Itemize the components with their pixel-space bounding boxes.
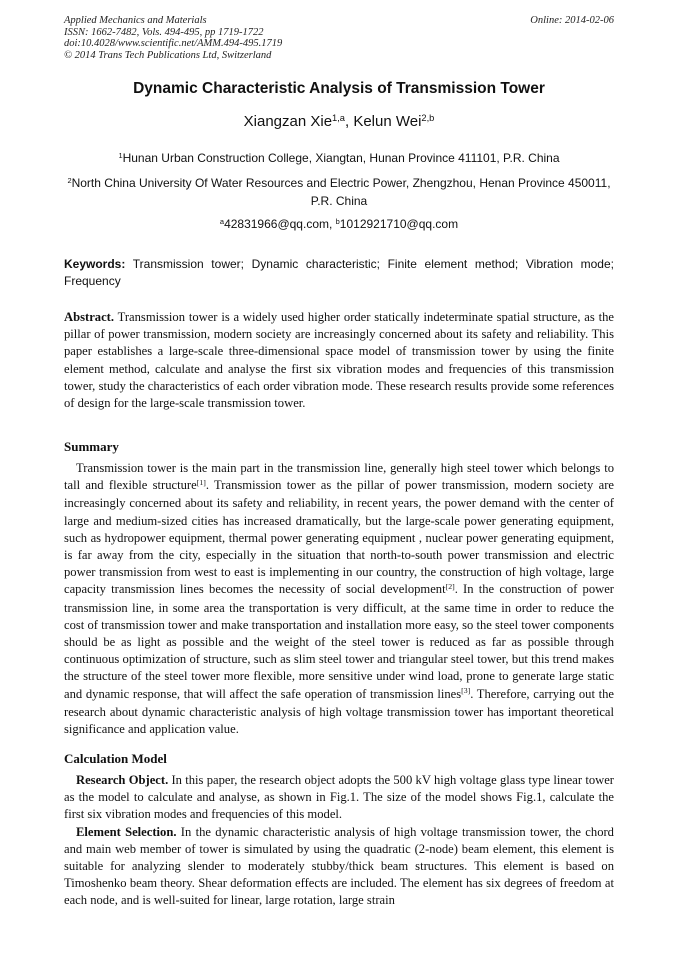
citation-ref: [3] (461, 686, 471, 696)
element-selection-label: Element Selection. (76, 824, 177, 839)
element-selection-text: In the dynamic characteristic analysis of high voltage transmission tower, the chord and main web member of tower is simulated by using the quadratic (2-node) beam element, this element is suitable for analyzing slender to moderately stubby/thick beam structures. This element is based on Timoshenko beam theory. Shear deformation effects are included. The element has six degrees of freedom at each node, and is well-suited for linear, large rotation, large strain (64, 824, 614, 908)
calculation-model-body (64, 772, 614, 910)
affiliation-2 (64, 175, 614, 210)
doi-line: doi:10.4028/www.scientific.net/AMM.494-495.1719 (64, 38, 283, 50)
summary-text: Transmission tower is the main part in the transmission line, generally high steel tower which belongs to tall and flexible structure (64, 461, 614, 493)
email-marker: a (219, 216, 225, 226)
author-superscript: 2,b (421, 112, 435, 123)
online-date: Online: 2014-02-06 (530, 15, 614, 26)
author-name: Kelun Wei (353, 113, 422, 130)
email-b: 1012921710@qq.com (339, 217, 459, 231)
author-separator: , (344, 113, 354, 130)
keywords-label: Keywords: (64, 257, 126, 271)
research-object-paragraph (64, 772, 614, 824)
copyright-line: © 2014 Trans Tech Publications Ltd, Switzerland (64, 49, 272, 61)
summary-text: . Transmission tower as the pillar of power transmission, modern society are increasingly concerned about its safety and reliability, in recent years, the power demand with the center of large and medium-sized cities has increased dramatically, but the large-scale power generating equipment, such as hydropower equipment, thermal power generating equipment , nuclear power generating equipment, is far away from the city, especially in the situation that north-to-south power transmission and electric power transmission from west to east is implementing in our country, the construction of high voltage, large capacity transmission lines becomes the necessity of social development (64, 478, 614, 597)
citation-ref: [1] (196, 477, 206, 487)
summary-text: . Therefore, carrying out the research about dynamic characteristic analysis of high voltage transmission tower has important theoretical significance and application value. (64, 686, 614, 737)
section-heading-summary: Summary (64, 439, 119, 454)
author-line (0, 113, 678, 130)
author-superscript: 1,a (332, 112, 345, 123)
email-marker: b (335, 216, 340, 226)
journal-header (64, 15, 282, 61)
summary-paragraph (64, 460, 614, 738)
journal-name: Applied Mechanics and Materials (64, 15, 207, 26)
abstract-label: Abstract. (64, 310, 115, 324)
affiliation-marker: 1 (118, 150, 123, 160)
research-object-label: Research Object. (76, 773, 169, 787)
abstract (64, 309, 614, 412)
summary-text: . In the construction of power transmission line, in some area the transportation is very difficult, at the same time in order to reduce the cost of transmission tower and make transportation and installation more easy, so the steel tower components should be as light as possible and the weight of the steel tower is reduced as far as possible through continuous optimization of structure, such as slim steel tower and triangular steel tower, but this trend makes the structure of the steel tower more flexible, more sensitive under wind load, prone to generate large static and dynamic response, that will affect the safe operation of transmission lines (64, 582, 614, 701)
affiliation-1 (64, 150, 614, 168)
keywords-text: Transmission tower; Dynamic characteristic; Finite element method; Vibration mode; Frequency (64, 257, 614, 288)
issn-line: ISSN: 1662-7482, Vols. 494-495, pp 1719-1722 (64, 26, 264, 38)
research-object-text: In this paper, the research object adopts the 500 kV high voltage glass type linear tower as the model to calculate and analyse, as shown in Fig.1. The size of the model shows Fig.1, calculate the first six vibration modes and frequencies of this model. (64, 773, 614, 822)
affiliation-text: North China University Of Water Resources and Electric Power, Zhengzhou, Henan Province 450011, P.R. China (71, 176, 611, 208)
author-name: Xiangzan Xie (243, 113, 333, 130)
abstract-text: Transmission tower is a widely used higher order statically indeterminate spatial structure, as the pillar of power transmission, modern society are increasingly concerned about its safety and reliability. This paper establishes a large-scale three-dimensional space model of transmission tower by using the finite element method, calculate and analyse the first six vibration modes and frequencies of this transmission tower, study the characteristics of each order vibration mode. These research results provide some references of design for the large-scale transmission tower. (64, 310, 614, 411)
citation-ref: [2] (445, 582, 455, 592)
paper-title: Dynamic Characteristic Analysis of Transmission Tower (133, 80, 545, 97)
email-a: 42831966@qq.com, (224, 217, 336, 231)
affiliation-text: Hunan Urban Construction College, Xiangtan, Hunan Province 411101, P.R. China (122, 151, 560, 165)
affiliation-marker: 2 (67, 175, 72, 185)
email-line (64, 216, 614, 234)
keywords (64, 256, 614, 290)
section-heading-calculation-model: Calculation Model (64, 751, 167, 766)
element-selection-paragraph (64, 824, 614, 910)
